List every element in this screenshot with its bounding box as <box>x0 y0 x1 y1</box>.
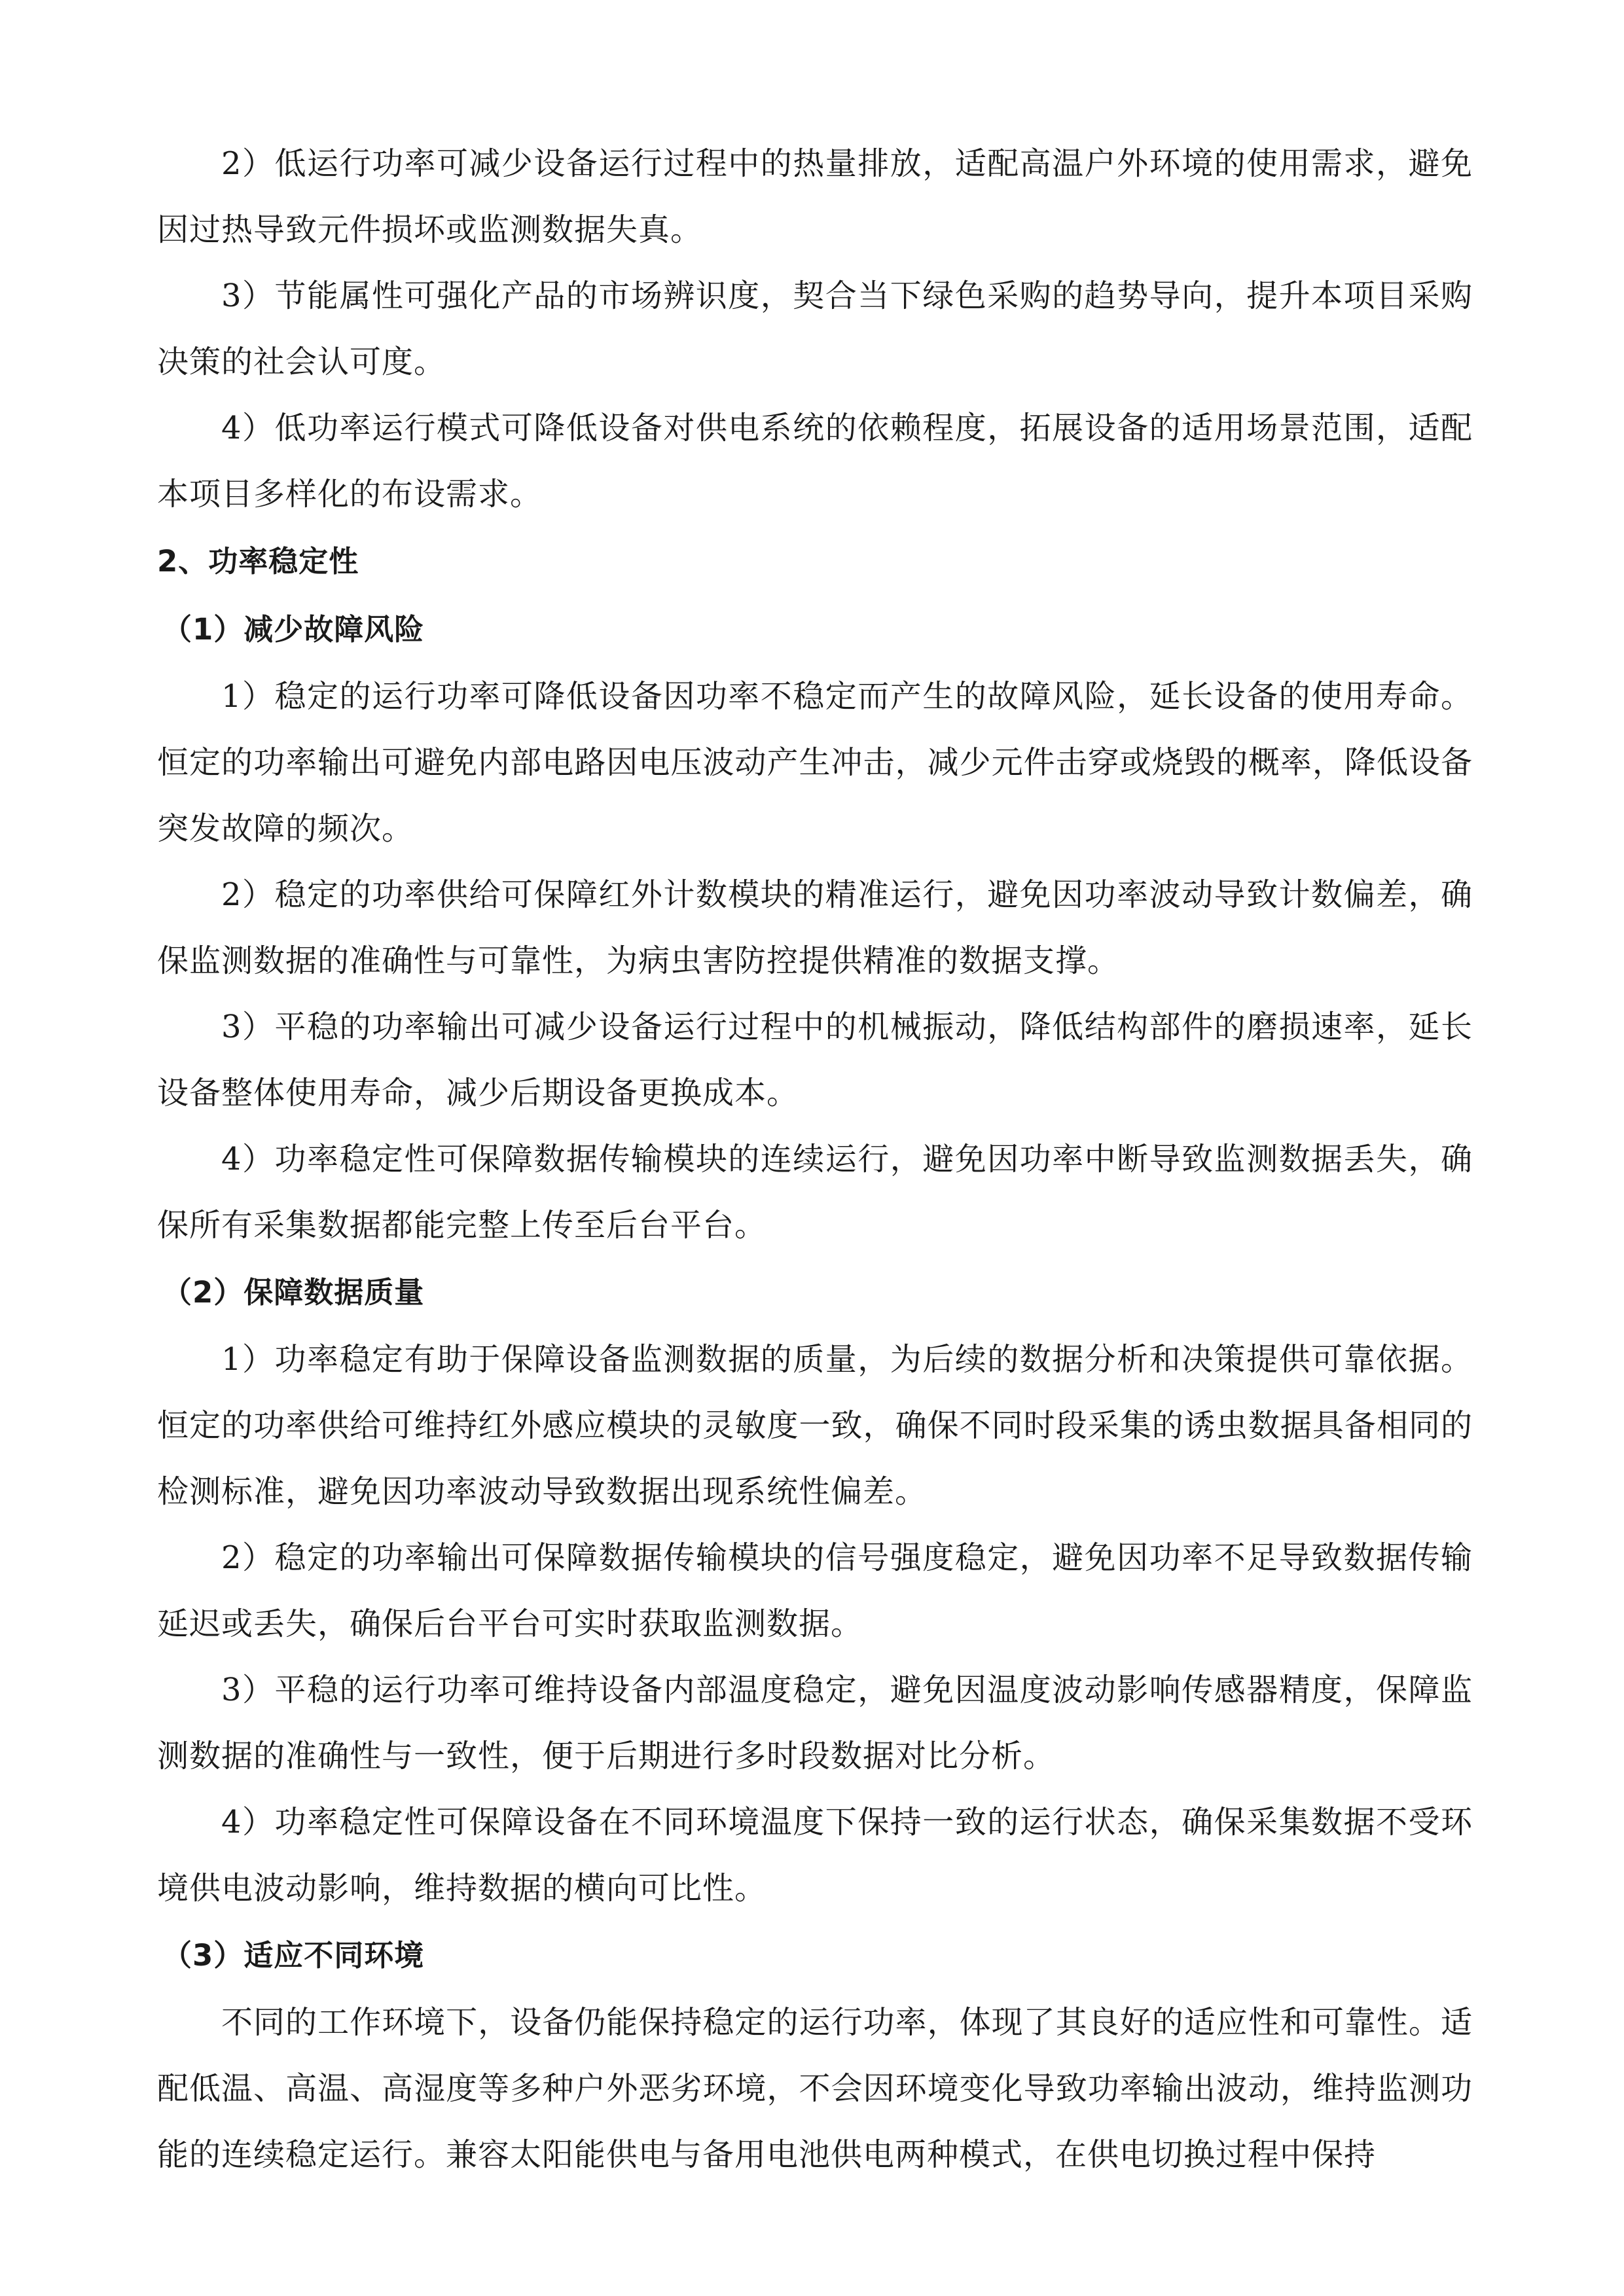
paragraph-failure-4: 4）功率稳定性可保障数据传输模块的连续运行，避免因功率中断导致监测数据丢失，确保所有采集数据都能完整上传至后台平台。 <box>157 1141 1473 1244</box>
document-page <box>157 131 1473 2188</box>
subsection-heading-reduce-failure: （1）减少故障风险 <box>162 612 425 647</box>
paragraph-quality-4: 4）功率稳定性可保障设备在不同环境温度下保持一致的运行状态，确保采集数据不受环境供电波动影响，维持数据的横向可比性。 <box>157 1804 1473 1907</box>
section-heading-power-stability: 2、功率稳定性 <box>157 544 359 579</box>
paragraph-quality-2: 2）稳定的功率输出可保障数据传输模块的信号强度稳定，避免因功率不足导致数据传输延迟或丢失，确保后台平台可实时获取监测数据。 <box>157 1539 1473 1642</box>
paragraph-failure-3: 3）平稳的功率输出可减少设备运行过程中的机械振动，降低结构部件的磨损速率，延长设备整体使用寿命，减少后期设备更换成本。 <box>157 1009 1473 1111</box>
paragraph-low-power-4: 4）低功率运行模式可降低设备对供电系统的依赖程度，拓展设备的适用场景范围，适配本项目多样化的布设需求。 <box>157 410 1473 512</box>
subsection-heading-data-quality: （2）保障数据质量 <box>162 1275 425 1310</box>
paragraph-failure-1: 1）稳定的运行功率可降低设备因功率不稳定而产生的故障风险，延长设备的使用寿命。恒定的功率输出可避免内部电路因电压波动产生冲击，减少元件击穿或烧毁的概率，降低设备突发故障的频次。 <box>157 678 1473 847</box>
paragraph-environment-1: 不同的工作环境下，设备仍能保持稳定的运行功率，体现了其良好的适应性和可靠性。适配低温、高温、高湿度等多种户外恶劣环境，不会因环境变化导致功率输出波动，维持监测功能的连续稳定运行。兼容太阳能供电与备用电池供电两种模式，在供电切换过程中保持 <box>157 2004 1473 2173</box>
subsection-heading-environment: （3）适应不同环境 <box>162 1938 425 1973</box>
paragraph-failure-2: 2）稳定的功率供给可保障红外计数模块的精准运行，避免因功率波动导致计数偏差，确保监测数据的准确性与可靠性，为病虫害防控提供精准的数据支撑。 <box>157 876 1473 979</box>
paragraph-quality-1: 1）功率稳定有助于保障设备监测数据的质量，为后续的数据分析和决策提供可靠依据。恒定的功率供给可维持红外感应模块的灵敏度一致，确保不同时段采集的诱虫数据具备相同的检测标准，避免因功率波动导致数据出现系统性偏差。 <box>157 1341 1473 1510</box>
paragraph-low-power-2: 2）低运行功率可减少设备运行过程中的热量排放，适配高温户外环境的使用需求，避免因过热导致元件损坏或监测数据失真。 <box>157 145 1473 248</box>
paragraph-low-power-3: 3）节能属性可强化产品的市场辨识度，契合当下绿色采购的趋势导向，提升本项目采购决策的社会认可度。 <box>157 278 1473 380</box>
paragraph-quality-3: 3）平稳的运行功率可维持设备内部温度稳定，避免因温度波动影响传感器精度，保障监测数据的准确性与一致性，便于后期进行多时段数据对比分析。 <box>157 1672 1473 1774</box>
